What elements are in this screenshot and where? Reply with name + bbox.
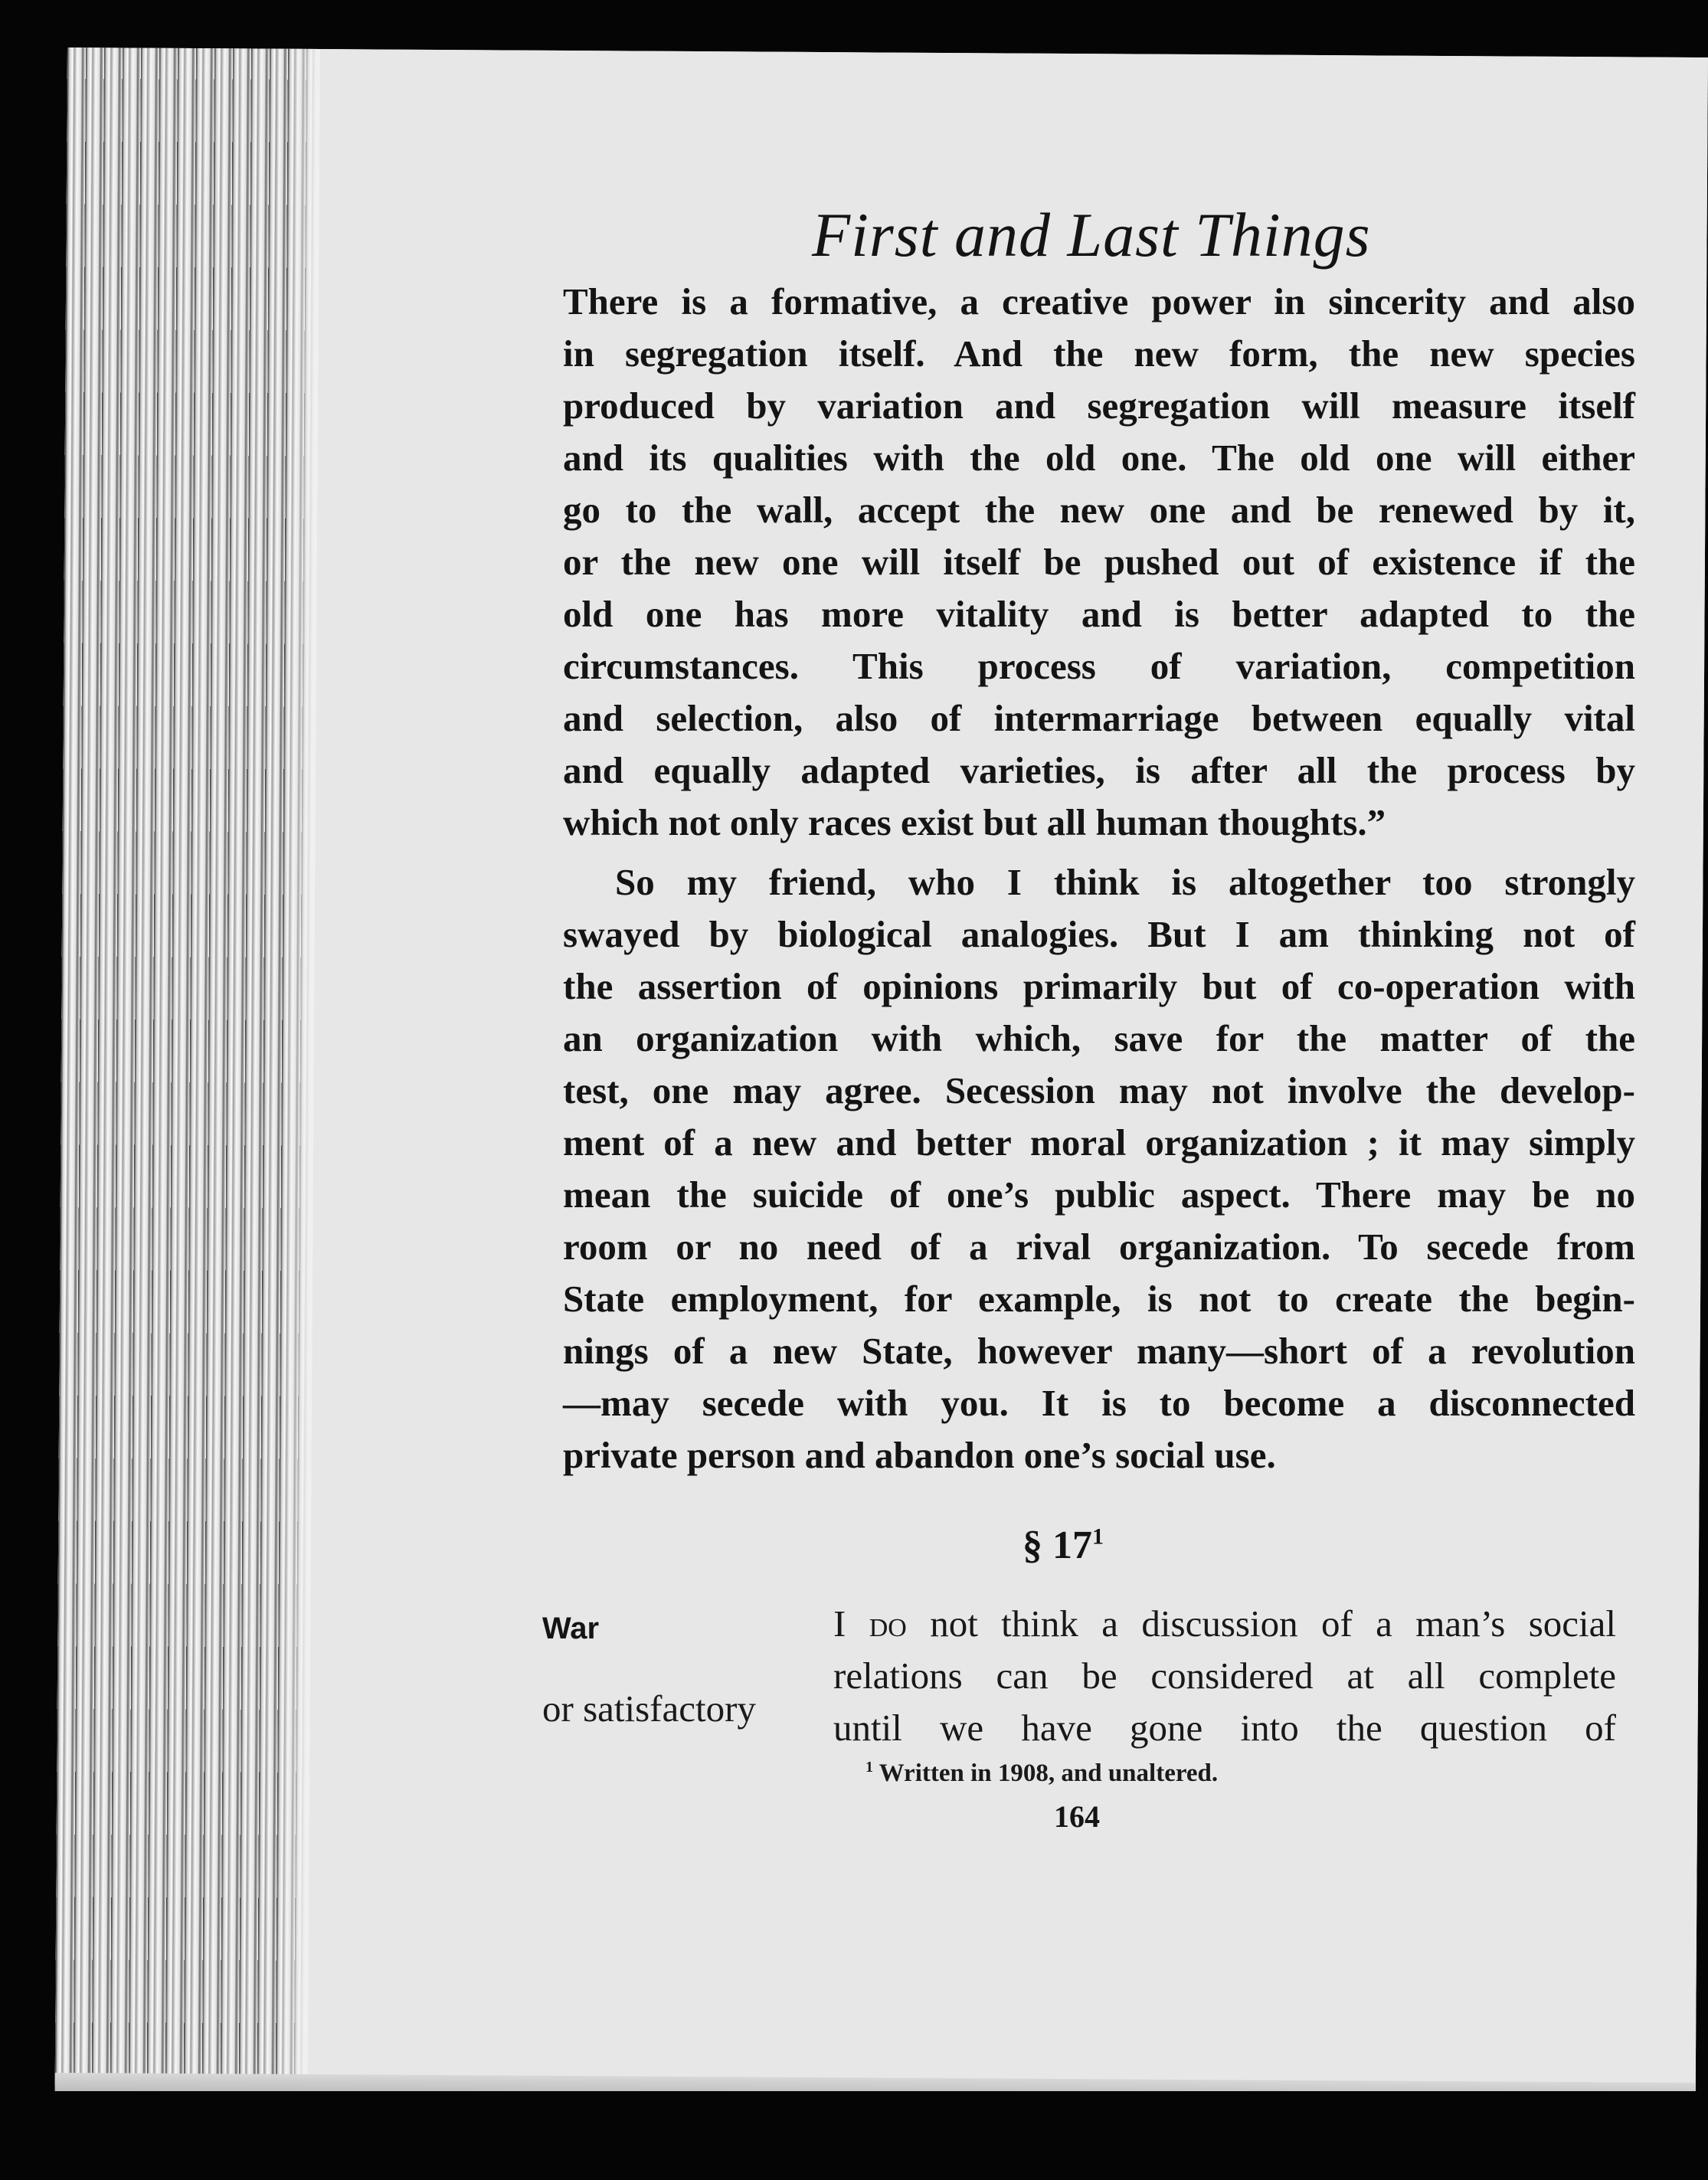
page-edges: [55, 47, 320, 2093]
paragraph-2-line: test, one may agree. Secession may not involve the develop-: [563, 1069, 1635, 1111]
smallcaps-word: do: [869, 1602, 907, 1645]
drop-word: I: [833, 1602, 846, 1645]
paragraph-2-line: swayed by biological analogies. But I am thinking not of: [563, 913, 1635, 955]
paragraph-2-line: room or no need of a rival organization. To secede from: [563, 1226, 1635, 1268]
sidenote-title: War: [542, 1612, 600, 1645]
paragraph-1-line: and selection, also of intermarriage between equally vital: [563, 697, 1635, 739]
section-number: § 17: [1023, 1524, 1092, 1567]
section-heading: [1023, 1523, 1104, 1568]
footnote-text: Written in 1908, and unaltered.: [873, 1759, 1219, 1787]
paragraph-1-line: There is a formative, a creative power in sincerity and also: [563, 280, 1635, 322]
footnote-marker: 1: [865, 1759, 873, 1776]
paragraph-1: [563, 276, 1635, 849]
paragraph-1-line: old one has more vitality and is better adapted to the: [563, 593, 1635, 635]
page-number: 164: [1054, 1799, 1100, 1834]
paragraph-1-line: go to the wall, accept the new one and be renewed by it,: [563, 489, 1635, 531]
paragraph-2-line: So my friend, who I think is altogether too strongly: [615, 861, 1635, 903]
section-text: [833, 1598, 1616, 1754]
footnote: [865, 1759, 1218, 1788]
section-text-line-1: [833, 1598, 1616, 1650]
paragraph-1-line: or the new one will itself be pushed out of existence if the: [563, 541, 1635, 583]
paragraph-2-line: mean the suicide of one’s public aspect. There may be no: [563, 1173, 1635, 1216]
scan-background-bottom: [0, 2091, 1708, 2180]
paragraph-2-line: ment of a new and better moral organization ; it may simply: [563, 1121, 1635, 1164]
section-text-line-3: until we have gone into the question of: [833, 1707, 1616, 1749]
paragraph-2-line: an organization with which, save for the matter of the: [563, 1017, 1635, 1059]
paragraph-2-line: State employment, for example, is not to create the begin-: [563, 1278, 1635, 1320]
sidenote-subtitle: or satisfactory: [542, 1687, 756, 1730]
running-head: First and Last Things: [812, 200, 1371, 270]
paragraph-2-line: —may secede with you. It is to become a disconnected: [563, 1382, 1635, 1424]
section-text-line-2: relations can be considered at all complete: [833, 1655, 1616, 1697]
paragraph-1-line: and its qualities with the old one. The old one will either: [563, 437, 1635, 479]
paragraph-1-line: and equally adapted varieties, is after all the process by: [563, 749, 1635, 791]
paragraph-2-line: nings of a new State, however many—short of a revolution: [563, 1330, 1635, 1372]
paragraph-1-line: which not only races exist but all human thoughts.”: [563, 801, 1386, 843]
line-1-rest: not think a discussion of a man’s social: [906, 1602, 1616, 1645]
section-footnote-ref: 1: [1092, 1524, 1104, 1550]
paragraph-1-line: in segregation itself. And the new form, the new species: [563, 332, 1635, 375]
paragraph-2-line: private person and abandon one’s social use.: [563, 1434, 1276, 1476]
paragraph-2-line: the assertion of opinions primarily but of co-operation with: [563, 965, 1635, 1007]
paragraph-2: [563, 856, 1635, 1481]
paragraph-1-line: produced by variation and segregation will measure itself: [563, 385, 1635, 427]
paragraph-1-line: circumstances. This process of variation, competition: [563, 645, 1635, 687]
